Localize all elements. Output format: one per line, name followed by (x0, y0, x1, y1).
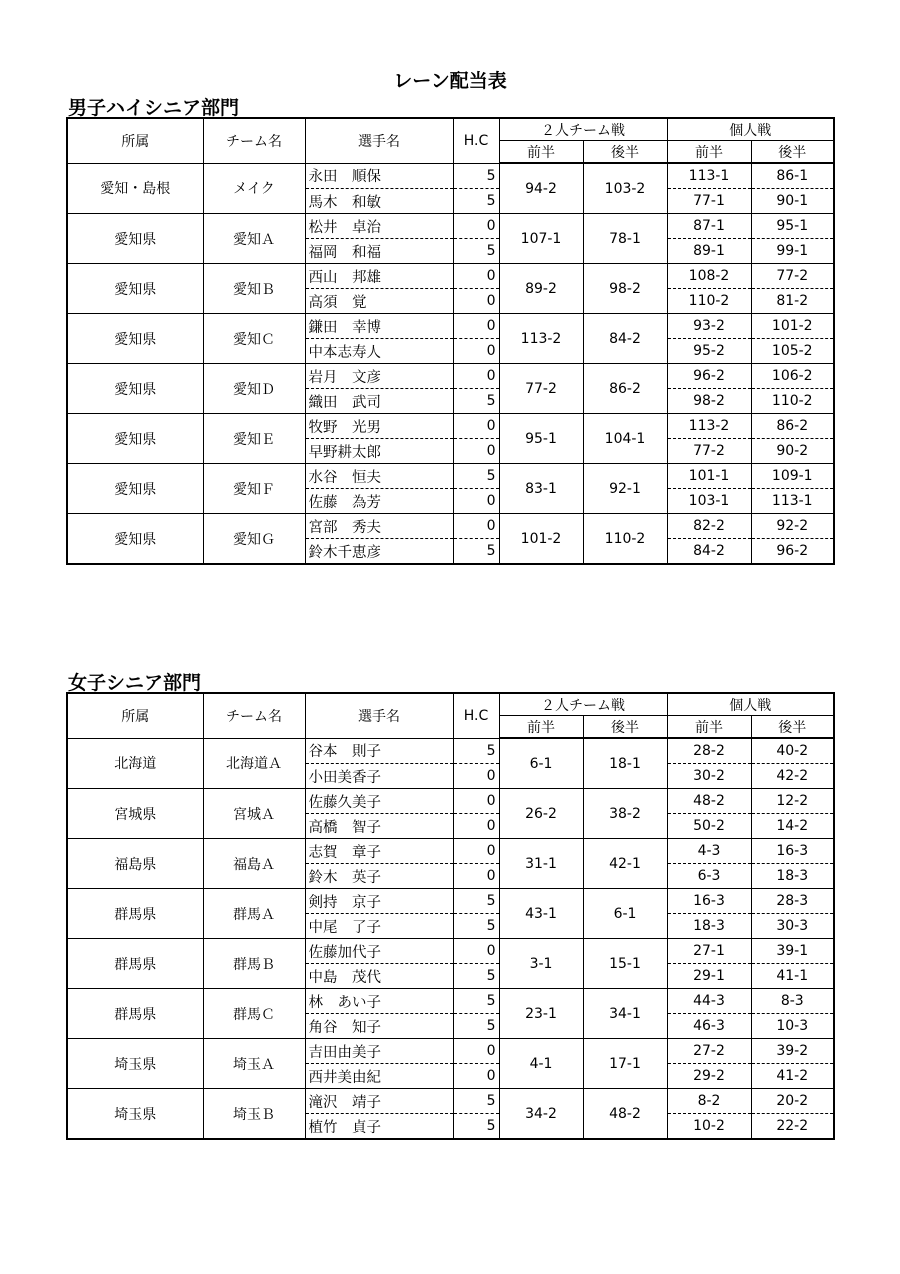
player-name-cell: 馬木 和敏 (305, 189, 453, 214)
individual-first-half-cell: 89-1 (667, 239, 751, 264)
header-team-second-half: 後半 (583, 141, 667, 164)
table-body (67, 163, 834, 564)
team-first-half-cell: 94-2 (499, 163, 583, 214)
hc-cell: 0 (453, 1064, 499, 1089)
team-name-cell: 埼玉Ａ (203, 1039, 305, 1089)
player-name-cell: 志賀 章子 (305, 839, 453, 864)
player-name-cell: 中尾 了子 (305, 914, 453, 939)
individual-first-half-cell: 108-2 (667, 264, 751, 289)
hc-cell: 0 (453, 489, 499, 514)
hc-cell: 0 (453, 314, 499, 339)
team-name-cell: 愛知Ｇ (203, 514, 305, 565)
team-second-half-cell: 86-2 (583, 364, 667, 414)
individual-first-half-cell: 48-2 (667, 789, 751, 814)
individual-second-half-cell: 86-1 (751, 163, 834, 189)
individual-first-half-cell: 27-2 (667, 1039, 751, 1064)
individual-first-half-cell: 82-2 (667, 514, 751, 539)
individual-first-half-cell: 28-2 (667, 738, 751, 764)
hc-cell: 0 (453, 339, 499, 364)
hc-cell: 5 (453, 1114, 499, 1140)
individual-second-half-cell: 28-3 (751, 889, 834, 914)
individual-second-half-cell: 14-2 (751, 814, 834, 839)
hc-cell: 0 (453, 939, 499, 964)
hc-cell: 0 (453, 789, 499, 814)
header-hc: H.C (453, 118, 499, 163)
affiliation-cell: 愛知県 (67, 214, 203, 264)
affiliation-cell: 北海道 (67, 738, 203, 789)
team-name-cell: 北海道Ａ (203, 738, 305, 789)
team-first-half-cell: 23-1 (499, 989, 583, 1039)
team-first-half-cell: 101-2 (499, 514, 583, 565)
player-name-cell: 佐藤久美子 (305, 789, 453, 814)
individual-first-half-cell: 27-1 (667, 939, 751, 964)
table-row (67, 1089, 834, 1114)
team-second-half-cell: 38-2 (583, 789, 667, 839)
team-first-half-cell: 107-1 (499, 214, 583, 264)
table-row (67, 264, 834, 289)
team-first-half-cell: 34-2 (499, 1089, 583, 1140)
team-second-half-cell: 48-2 (583, 1089, 667, 1140)
table-body (67, 738, 834, 1139)
individual-first-half-cell: 8-2 (667, 1089, 751, 1114)
individual-first-half-cell: 95-2 (667, 339, 751, 364)
document-title: レーン配当表 (393, 70, 507, 92)
team-first-half-cell: 95-1 (499, 414, 583, 464)
player-name-cell: 中島 茂代 (305, 964, 453, 989)
player-name-cell: 鈴木 英子 (305, 864, 453, 889)
table-row (67, 939, 834, 964)
individual-second-half-cell: 105-2 (751, 339, 834, 364)
team-first-half-cell: 83-1 (499, 464, 583, 514)
affiliation-cell: 愛知県 (67, 314, 203, 364)
table-row (67, 789, 834, 814)
individual-first-half-cell: 98-2 (667, 389, 751, 414)
section-title-women: 女子シニア部門 (68, 672, 202, 694)
individual-second-half-cell: 42-2 (751, 764, 834, 789)
affiliation-cell: 愛知県 (67, 264, 203, 314)
player-name-cell: 植竹 貞子 (305, 1114, 453, 1140)
lane-table-men (66, 117, 835, 565)
player-name-cell: 西山 邦雄 (305, 264, 453, 289)
individual-second-half-cell: 95-1 (751, 214, 834, 239)
individual-first-half-cell: 10-2 (667, 1114, 751, 1140)
individual-second-half-cell: 39-1 (751, 939, 834, 964)
team-second-half-cell: 103-2 (583, 163, 667, 214)
player-name-cell: 水谷 恒夫 (305, 464, 453, 489)
hc-cell: 0 (453, 289, 499, 314)
team-first-half-cell: 31-1 (499, 839, 583, 889)
team-second-half-cell: 17-1 (583, 1039, 667, 1089)
team-name-cell: 愛知Ｂ (203, 264, 305, 314)
header-individual-second-half: 後半 (751, 716, 834, 739)
header-individual-first-half: 前半 (667, 716, 751, 739)
player-name-cell: 中本志寿人 (305, 339, 453, 364)
hc-cell: 0 (453, 1039, 499, 1064)
affiliation-cell: 愛知・島根 (67, 163, 203, 214)
hc-cell: 5 (453, 464, 499, 489)
player-name-cell: 西井美由紀 (305, 1064, 453, 1089)
header-hc: H.C (453, 693, 499, 738)
individual-second-half-cell: 41-2 (751, 1064, 834, 1089)
section-title-men: 男子ハイシニア部門 (68, 97, 240, 119)
affiliation-cell: 愛知県 (67, 514, 203, 565)
individual-second-half-cell: 41-1 (751, 964, 834, 989)
individual-first-half-cell: 46-3 (667, 1014, 751, 1039)
player-name-cell: 吉田由美子 (305, 1039, 453, 1064)
team-first-half-cell: 4-1 (499, 1039, 583, 1089)
player-name-cell: 小田美香子 (305, 764, 453, 789)
hc-cell: 0 (453, 514, 499, 539)
player-name-cell: 鈴木千恵彦 (305, 539, 453, 565)
individual-first-half-cell: 96-2 (667, 364, 751, 389)
header-affiliation: 所属 (67, 118, 203, 163)
header-affiliation: 所属 (67, 693, 203, 738)
affiliation-cell: 愛知県 (67, 464, 203, 514)
table-row (67, 163, 834, 189)
team-second-half-cell: 42-1 (583, 839, 667, 889)
individual-first-half-cell: 77-2 (667, 439, 751, 464)
hc-cell: 0 (453, 214, 499, 239)
hc-cell: 5 (453, 989, 499, 1014)
team-name-cell: 群馬Ｃ (203, 989, 305, 1039)
team-second-half-cell: 84-2 (583, 314, 667, 364)
individual-second-half-cell: 10-3 (751, 1014, 834, 1039)
header-individual: 個人戦 (667, 118, 834, 141)
individual-second-half-cell: 16-3 (751, 839, 834, 864)
table-row (67, 414, 834, 439)
lane-table-women (66, 692, 835, 1140)
table-row (67, 464, 834, 489)
player-name-cell: 佐藤加代子 (305, 939, 453, 964)
individual-second-half-cell: 90-1 (751, 189, 834, 214)
individual-second-half-cell: 113-1 (751, 489, 834, 514)
header-individual-second-half: 後半 (751, 141, 834, 164)
header-player-name: 選手名 (305, 693, 453, 738)
team-first-half-cell: 26-2 (499, 789, 583, 839)
player-name-cell: 松井 卓治 (305, 214, 453, 239)
hc-cell: 5 (453, 389, 499, 414)
table-row (67, 989, 834, 1014)
player-name-cell: 牧野 光男 (305, 414, 453, 439)
player-name-cell: 福岡 和福 (305, 239, 453, 264)
team-second-half-cell: 34-1 (583, 989, 667, 1039)
header-individual: 個人戦 (667, 693, 834, 716)
hc-cell: 0 (453, 264, 499, 289)
header-team-first-half: 前半 (499, 716, 583, 739)
individual-first-half-cell: 84-2 (667, 539, 751, 565)
player-name-cell: 高須 覚 (305, 289, 453, 314)
hc-cell: 5 (453, 163, 499, 189)
hc-cell: 0 (453, 814, 499, 839)
table-row (67, 738, 834, 764)
individual-first-half-cell: 50-2 (667, 814, 751, 839)
hc-cell: 5 (453, 964, 499, 989)
hc-cell: 0 (453, 364, 499, 389)
affiliation-cell: 愛知県 (67, 364, 203, 414)
individual-second-half-cell: 20-2 (751, 1089, 834, 1114)
team-name-cell: 宮城Ａ (203, 789, 305, 839)
hc-cell: 0 (453, 864, 499, 889)
individual-second-half-cell: 22-2 (751, 1114, 834, 1140)
hc-cell: 5 (453, 889, 499, 914)
header-player-name: 選手名 (305, 118, 453, 163)
team-first-half-cell: 113-2 (499, 314, 583, 364)
table-row (67, 1039, 834, 1064)
player-name-cell: 滝沢 靖子 (305, 1089, 453, 1114)
player-name-cell: 永田 順保 (305, 163, 453, 189)
team-name-cell: 群馬Ａ (203, 889, 305, 939)
individual-second-half-cell: 92-2 (751, 514, 834, 539)
team-name-cell: 愛知Ａ (203, 214, 305, 264)
individual-first-half-cell: 16-3 (667, 889, 751, 914)
team-name-cell: 埼玉Ｂ (203, 1089, 305, 1140)
team-name-cell: 愛知Ｃ (203, 314, 305, 364)
team-second-half-cell: 92-1 (583, 464, 667, 514)
team-name-cell: 愛知Ｄ (203, 364, 305, 414)
team-second-half-cell: 104-1 (583, 414, 667, 464)
table-row (67, 364, 834, 389)
team-first-half-cell: 6-1 (499, 738, 583, 789)
player-name-cell: 角谷 知子 (305, 1014, 453, 1039)
player-name-cell: 織田 武司 (305, 389, 453, 414)
team-first-half-cell: 77-2 (499, 364, 583, 414)
individual-second-half-cell: 40-2 (751, 738, 834, 764)
individual-second-half-cell: 109-1 (751, 464, 834, 489)
hc-cell: 0 (453, 764, 499, 789)
hc-cell: 5 (453, 539, 499, 565)
table-row (67, 514, 834, 539)
team-second-half-cell: 15-1 (583, 939, 667, 989)
team-name-cell: 愛知Ｅ (203, 414, 305, 464)
affiliation-cell: 宮城県 (67, 789, 203, 839)
table-row (67, 314, 834, 339)
team-second-half-cell: 18-1 (583, 738, 667, 789)
affiliation-cell: 群馬県 (67, 939, 203, 989)
individual-second-half-cell: 18-3 (751, 864, 834, 889)
hc-cell: 5 (453, 1014, 499, 1039)
header-team-name: チーム名 (203, 693, 305, 738)
header-team-second-half: 後半 (583, 716, 667, 739)
individual-first-half-cell: 113-2 (667, 414, 751, 439)
table-row (67, 889, 834, 914)
team-first-half-cell: 43-1 (499, 889, 583, 939)
individual-second-half-cell: 8-3 (751, 989, 834, 1014)
header-team-first-half: 前半 (499, 141, 583, 164)
individual-first-half-cell: 44-3 (667, 989, 751, 1014)
table-row (67, 214, 834, 239)
individual-second-half-cell: 99-1 (751, 239, 834, 264)
table-row (67, 839, 834, 864)
player-name-cell: 剣持 京子 (305, 889, 453, 914)
player-name-cell: 谷本 則子 (305, 738, 453, 764)
header-team-battle: ２人チーム戦 (499, 693, 667, 716)
individual-second-half-cell: 81-2 (751, 289, 834, 314)
affiliation-cell: 群馬県 (67, 989, 203, 1039)
affiliation-cell: 福島県 (67, 839, 203, 889)
individual-second-half-cell: 77-2 (751, 264, 834, 289)
individual-second-half-cell: 39-2 (751, 1039, 834, 1064)
individual-first-half-cell: 29-2 (667, 1064, 751, 1089)
individual-second-half-cell: 86-2 (751, 414, 834, 439)
hc-cell: 0 (453, 439, 499, 464)
individual-second-half-cell: 110-2 (751, 389, 834, 414)
team-name-cell: 愛知Ｆ (203, 464, 305, 514)
player-name-cell: 高橋 智子 (305, 814, 453, 839)
player-name-cell: 岩月 文彦 (305, 364, 453, 389)
header-individual-first-half: 前半 (667, 141, 751, 164)
individual-first-half-cell: 103-1 (667, 489, 751, 514)
header-team-battle: ２人チーム戦 (499, 118, 667, 141)
individual-second-half-cell: 101-2 (751, 314, 834, 339)
individual-first-half-cell: 110-2 (667, 289, 751, 314)
hc-cell: 5 (453, 239, 499, 264)
individual-second-half-cell: 96-2 (751, 539, 834, 565)
affiliation-cell: 愛知県 (67, 414, 203, 464)
header-team-name: チーム名 (203, 118, 305, 163)
individual-second-half-cell: 12-2 (751, 789, 834, 814)
individual-first-half-cell: 30-2 (667, 764, 751, 789)
individual-first-half-cell: 113-1 (667, 163, 751, 189)
individual-second-half-cell: 30-3 (751, 914, 834, 939)
individual-first-half-cell: 4-3 (667, 839, 751, 864)
hc-cell: 5 (453, 738, 499, 764)
team-second-half-cell: 98-2 (583, 264, 667, 314)
individual-second-half-cell: 90-2 (751, 439, 834, 464)
hc-cell: 5 (453, 1089, 499, 1114)
affiliation-cell: 埼玉県 (67, 1039, 203, 1089)
affiliation-cell: 埼玉県 (67, 1089, 203, 1140)
hc-cell: 0 (453, 414, 499, 439)
individual-second-half-cell: 106-2 (751, 364, 834, 389)
team-second-half-cell: 6-1 (583, 889, 667, 939)
team-second-half-cell: 78-1 (583, 214, 667, 264)
individual-first-half-cell: 18-3 (667, 914, 751, 939)
hc-cell: 5 (453, 189, 499, 214)
team-name-cell: メイク (203, 163, 305, 214)
player-name-cell: 佐藤 為芳 (305, 489, 453, 514)
individual-first-half-cell: 6-3 (667, 864, 751, 889)
individual-first-half-cell: 29-1 (667, 964, 751, 989)
player-name-cell: 宮部 秀夫 (305, 514, 453, 539)
individual-first-half-cell: 101-1 (667, 464, 751, 489)
team-first-half-cell: 89-2 (499, 264, 583, 314)
player-name-cell: 鎌田 幸博 (305, 314, 453, 339)
team-first-half-cell: 3-1 (499, 939, 583, 989)
team-second-half-cell: 110-2 (583, 514, 667, 565)
individual-first-half-cell: 93-2 (667, 314, 751, 339)
hc-cell: 5 (453, 914, 499, 939)
team-name-cell: 群馬Ｂ (203, 939, 305, 989)
individual-first-half-cell: 87-1 (667, 214, 751, 239)
hc-cell: 0 (453, 839, 499, 864)
individual-first-half-cell: 77-1 (667, 189, 751, 214)
player-name-cell: 早野耕太郎 (305, 439, 453, 464)
player-name-cell: 林 あい子 (305, 989, 453, 1014)
team-name-cell: 福島Ａ (203, 839, 305, 889)
affiliation-cell: 群馬県 (67, 889, 203, 939)
